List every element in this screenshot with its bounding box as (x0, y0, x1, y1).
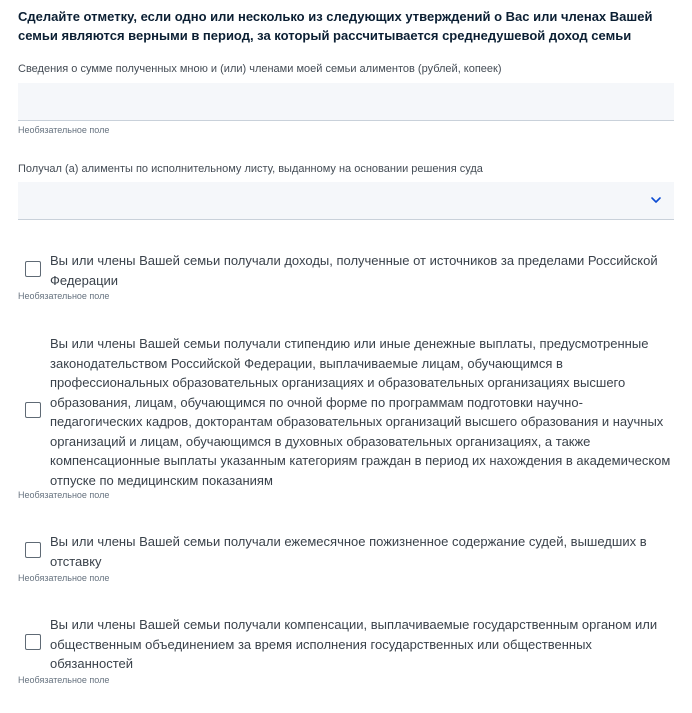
checkbox-foreign-income-label[interactable]: Вы или члены Вашей семьи получали доходы, полученные от источников за пределами Российской Федерации (50, 253, 658, 288)
checkbox-public-duty-compensation-box[interactable] (25, 634, 41, 650)
alimony-sum-hint: Необязательное поле (18, 125, 110, 135)
checkbox-foreign-income-box[interactable] (25, 261, 41, 277)
alimony-sum-input[interactable] (18, 83, 674, 121)
alimony-writ-select[interactable] (18, 182, 674, 220)
checkbox-scholarship-box[interactable] (25, 402, 41, 418)
checkbox-judge-pension-hint: Необязательное поле (18, 573, 110, 583)
section-title: Сделайте отметку, если одно или несколько из следующих утверждений о Вас или членах Вашей семьи являются верными в период, за который рассчитывается среднедушевой доход семьи (18, 9, 653, 43)
alimony-writ-label: Получал (а) алименты по исполнительному листу, выданному на основании решения суда (18, 163, 483, 175)
checkbox-scholarship-label[interactable]: Вы или члены Вашей семьи получали стипендию или иные денежные выплаты, предусмотренные законодательством Российской Федерации, выплачиваемые лицам, обучающимся в профессиональных образовательных организациях и образовательных организациях высшего образования, лицам, обучающимся по очной форме по программам подготовки научно-педагогических кадров, докторантам образовательных организаций высшего образования и научных организаций и лицам, обучающимся в духовных образовательных организациях, а также компенсационные выплаты указанным категориям граждан в период их нахождения в академическом отпуске по медицинским показаниям (50, 336, 671, 488)
checkbox-judge-pension-box[interactable] (25, 542, 41, 558)
alimony-sum-label: Сведения о сумме полученных мною и (или) членами моей семьи алиментов (рублей, копеек) (18, 63, 502, 75)
checkbox-foreign-income-hint: Необязательное поле (18, 291, 110, 301)
checkbox-scholarship-hint: Необязательное поле (18, 490, 110, 500)
chevron-down-icon[interactable] (650, 194, 662, 206)
checkbox-public-duty-compensation-label[interactable]: Вы или члены Вашей семьи получали компенсации, выплачиваемые государственным органом или общественным объединением за время исполнения государственных или общественных обязанностей (50, 617, 658, 671)
checkbox-judge-pension-label[interactable]: Вы или члены Вашей семьи получали ежемесячное пожизненное содержание судей, вышедших в отставку (50, 534, 647, 569)
checkbox-public-duty-compensation-hint: Необязательное поле (18, 675, 110, 685)
